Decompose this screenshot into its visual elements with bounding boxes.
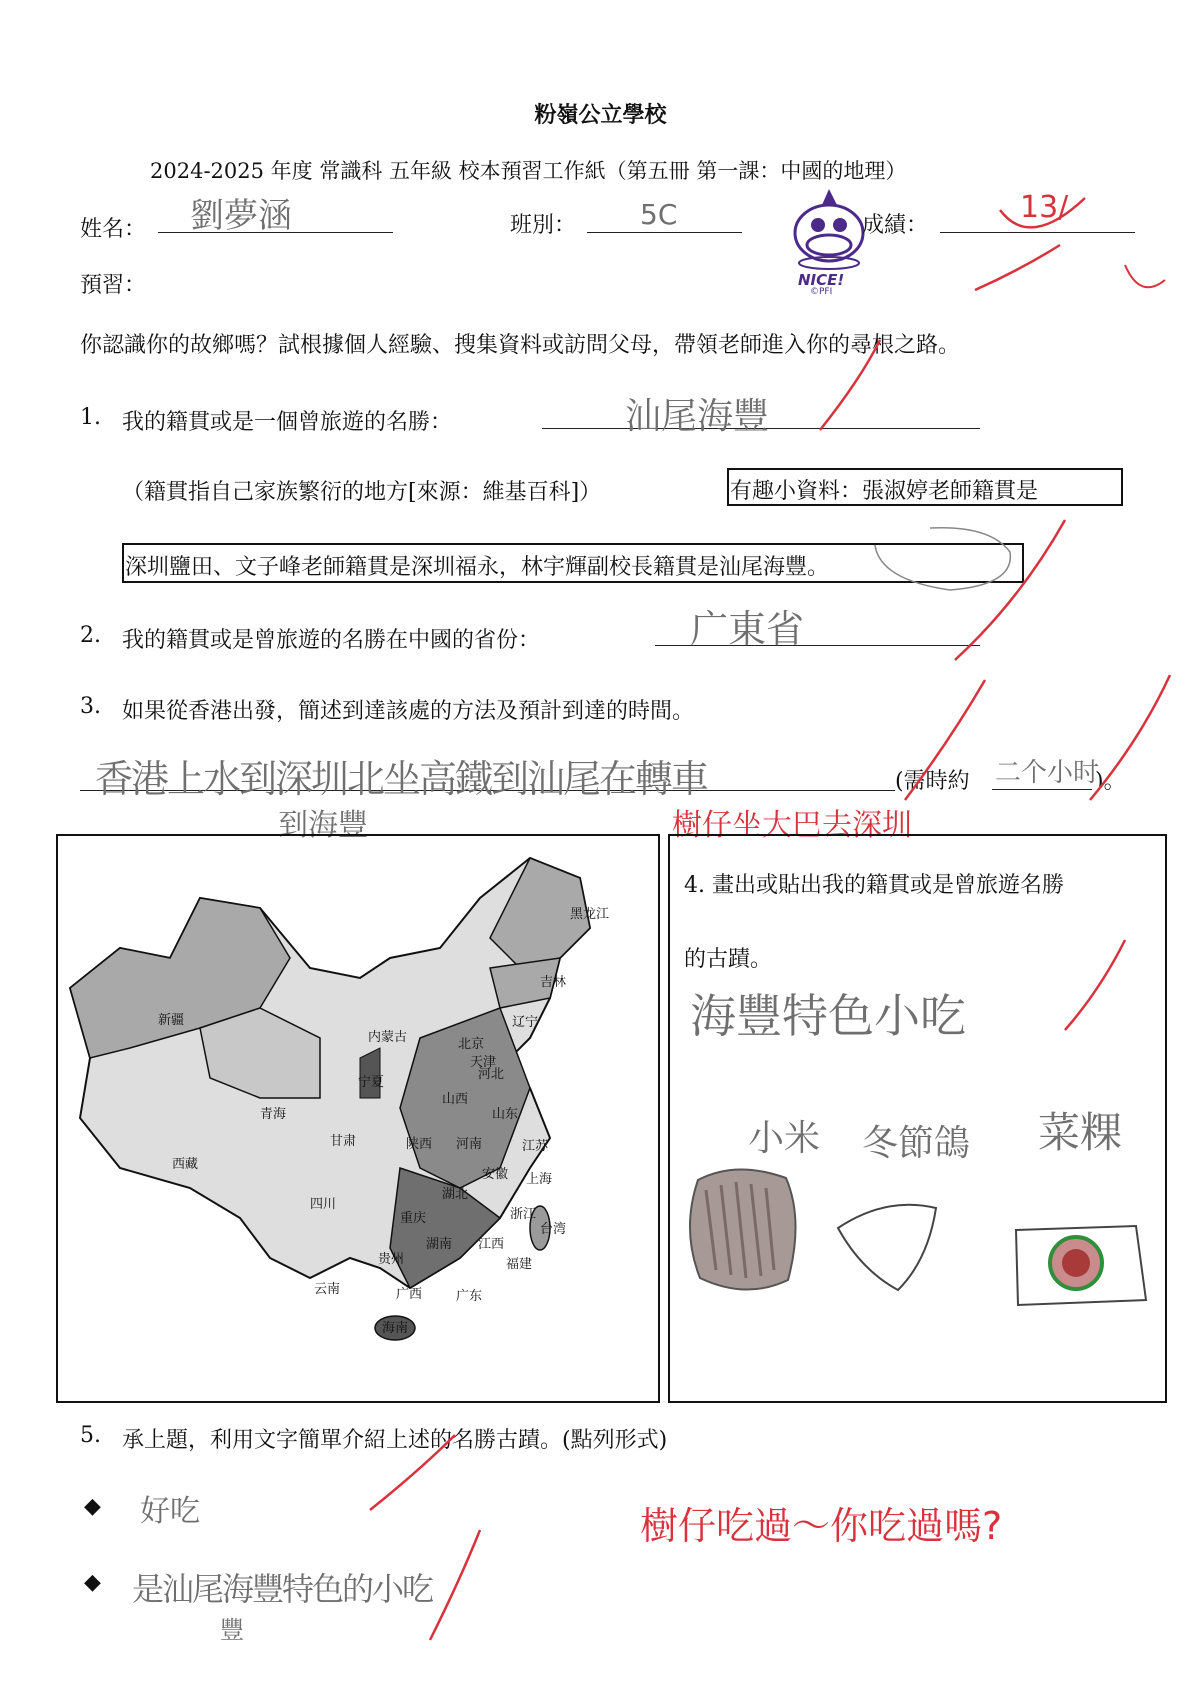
province-label: 河北 bbox=[478, 1067, 505, 1082]
fun-fact-line-2: 深圳鹽田、文子峰老師籍貫是深圳福永，林宇輝副校長籍貫是汕尾海豐。 bbox=[125, 555, 830, 580]
q4-drawing-title: 海豐特色小吃 bbox=[690, 989, 966, 1043]
q2-number: 2. bbox=[80, 623, 101, 648]
province-label: 北京 bbox=[458, 1037, 485, 1052]
q4-question-line-2: 的古蹟。 bbox=[684, 947, 773, 972]
q1-note: （籍貫指自己家族繁衍的地方[來源：維基百科]） bbox=[122, 480, 602, 505]
province-label: 江苏 bbox=[522, 1139, 549, 1154]
q5-question: 承上題，利用文字簡單介紹上述的名勝古蹟。(點列形式) bbox=[122, 1428, 668, 1453]
q3-time-prefix: (需時約 bbox=[895, 769, 970, 794]
grade-mark: 13/ bbox=[1020, 190, 1069, 225]
province-label: 安徽 bbox=[482, 1167, 509, 1182]
q4-item-3: 菜粿 bbox=[1038, 1108, 1123, 1157]
province-label: 浙江 bbox=[510, 1207, 537, 1222]
province-label: 广西 bbox=[396, 1287, 423, 1302]
q1-question: 我的籍貫或是一個曾旅遊的名勝： bbox=[122, 410, 453, 435]
grade-label: 成績： bbox=[862, 213, 929, 238]
province-label: 宁夏 bbox=[358, 1075, 385, 1090]
china-map bbox=[60, 838, 654, 1396]
nice-sticker bbox=[788, 185, 870, 300]
q2-answer: 广東省 bbox=[690, 607, 805, 651]
school-name: 粉嶺公立學校 bbox=[534, 102, 667, 128]
name-label: 姓名： bbox=[80, 217, 147, 242]
q2-question: 我的籍貫或是曾旅遊的名勝在中國的省份： bbox=[122, 628, 541, 653]
province-label: 西藏 bbox=[172, 1157, 199, 1172]
q4-question-line-1: 4. 畫出或貼出我的籍貫或是曾旅遊名勝 bbox=[684, 873, 1064, 898]
province-label: 山西 bbox=[442, 1092, 469, 1107]
q4-item-2: 冬節鴿 bbox=[862, 1123, 971, 1164]
q3-number: 3. bbox=[80, 694, 101, 719]
province-label: 江西 bbox=[478, 1237, 505, 1252]
class-label: 班別： bbox=[510, 213, 577, 238]
province-label: 上海 bbox=[526, 1172, 553, 1187]
class-answer: 5C bbox=[640, 198, 678, 231]
province-label: 广东 bbox=[456, 1289, 483, 1304]
q4-item-1: 小米 bbox=[748, 1118, 821, 1159]
preview-label: 預習： bbox=[80, 273, 147, 298]
bullet-diamond-1: ◆ bbox=[84, 1494, 101, 1519]
province-label: 湖北 bbox=[442, 1187, 469, 1202]
q3-time-underline bbox=[992, 789, 1092, 790]
province-label: 海南 bbox=[382, 1321, 409, 1336]
province-label: 福建 bbox=[506, 1257, 533, 1272]
q3-question: 如果從香港出發，簡述到達該處的方法及預計到達的時間。 bbox=[122, 699, 695, 724]
q3-answer-line-1: 香港上水到深圳北坐高鐵到汕尾在轉車 bbox=[95, 757, 708, 801]
q5-bullet-2-insert: 豐 bbox=[220, 1616, 244, 1644]
q3-time-answer: 二个小时 bbox=[995, 758, 1100, 788]
province-label: 云南 bbox=[314, 1282, 341, 1297]
province-label: 甘肃 bbox=[330, 1134, 357, 1149]
province-label: 新疆 bbox=[158, 1013, 185, 1028]
province-label: 湖南 bbox=[426, 1237, 453, 1252]
province-label: 台湾 bbox=[540, 1222, 567, 1237]
province-label: 河南 bbox=[456, 1137, 483, 1152]
province-label: 天津 bbox=[470, 1055, 497, 1070]
q3-answer-line-2: 到海豐 bbox=[278, 808, 368, 843]
q1-number: 1. bbox=[80, 405, 101, 430]
q5-bullet-2: 是汕尾海豐特色的小吃 bbox=[132, 1570, 433, 1608]
province-label: 贵州 bbox=[378, 1252, 405, 1267]
q1-answer: 汕尾海豐 bbox=[625, 396, 770, 437]
name-answer: 劉夢涵 bbox=[190, 196, 292, 236]
province-label: 内蒙古 bbox=[368, 1030, 408, 1045]
intro-text: 你認識你的故鄉嗎？試根據個人經驗、搜集資料或訪問父母，帶領老師進入你的尋根之路。 bbox=[80, 333, 961, 358]
class-underline bbox=[587, 232, 742, 233]
q4-food-drawings bbox=[676, 1160, 1156, 1320]
province-label: 陕西 bbox=[406, 1137, 433, 1152]
province-label: 青海 bbox=[260, 1107, 287, 1122]
province-label: 山东 bbox=[492, 1107, 519, 1122]
province-label: 黑龙江 bbox=[570, 907, 610, 922]
province-label: 重庆 bbox=[400, 1211, 427, 1226]
q3-time-suffix: )。 bbox=[1095, 769, 1126, 794]
province-label: 四川 bbox=[310, 1197, 337, 1212]
province-label: 吉林 bbox=[540, 975, 567, 990]
q5-number: 5. bbox=[80, 1423, 101, 1448]
fun-fact-line-1: 有趣小資料：張淑婷老師籍貫是 bbox=[730, 479, 1039, 504]
bullet-diamond-2: ◆ bbox=[84, 1570, 101, 1595]
grade-underline bbox=[940, 232, 1135, 233]
sticker-subtext: ©PFI bbox=[810, 287, 833, 297]
q5-bullet-1: 好吃 bbox=[140, 1494, 200, 1529]
sticker-text: NICE! bbox=[798, 271, 845, 289]
q3-teacher-comment: 樹仔坐大巴去深圳 bbox=[672, 808, 912, 843]
province-label: 辽宁 bbox=[512, 1015, 539, 1030]
worksheet-subtitle: 2024-2025 年度 常識科 五年級 校本預習工作紙（第五冊 第一課：中國的地理） bbox=[150, 159, 907, 183]
q5-teacher-comment: 樹仔吃過～你吃過嗎? bbox=[640, 1504, 1003, 1548]
